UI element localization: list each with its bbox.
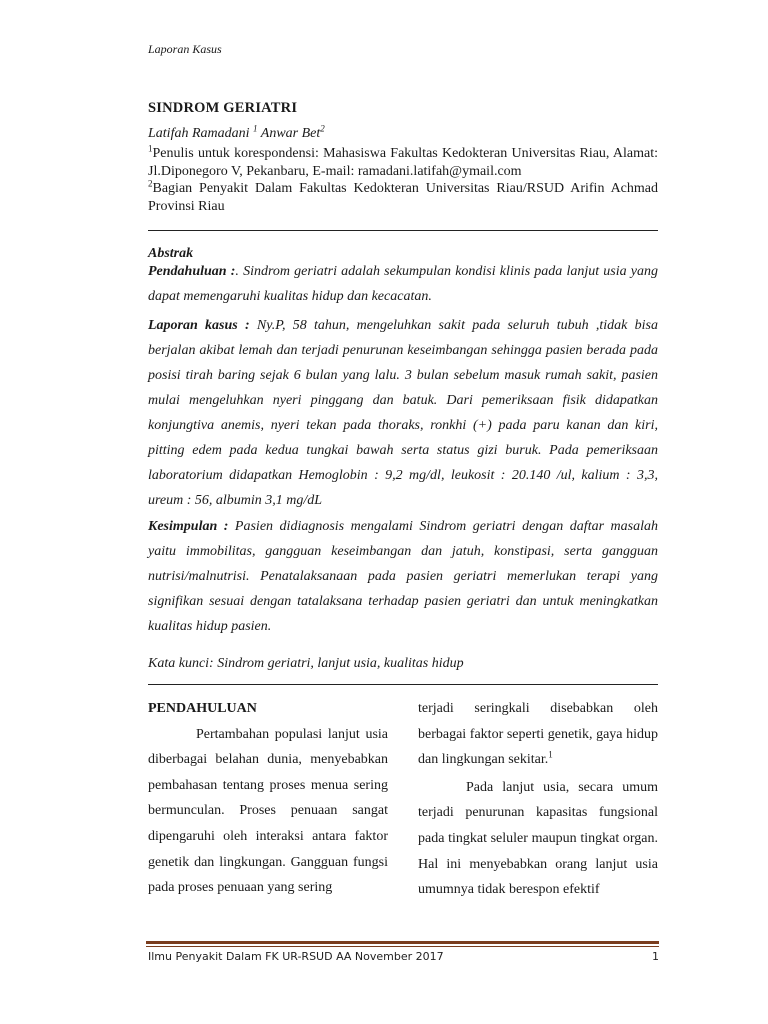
page-number: 1: [652, 950, 659, 963]
article-title: SINDROM GERIATRI: [148, 100, 298, 116]
author-1: Latifah Ramadani: [148, 126, 254, 141]
abstract-laporan: [148, 313, 658, 513]
author-2-marker: 2: [320, 123, 325, 134]
footer-rule-thin: [146, 946, 659, 947]
affiliation-1-marker: 1: [148, 143, 153, 154]
running-header: Laporan Kasus: [148, 42, 222, 56]
affiliation-1: [148, 145, 658, 181]
affiliation-2-marker: 2: [148, 178, 153, 189]
right-paragraph-2: Pada lanjut usia, secara umum terjadi penurunan kapasitas fungsional pada tingkat seluler maupun tingkat organ. Hal ini menyebabkan orang lanjut usia umumnya tidak berespon efektif: [418, 779, 658, 898]
citation-marker: 1: [548, 749, 553, 760]
kesimpulan-label: Kesimpulan :: [148, 519, 229, 534]
right-paragraph-1: [418, 696, 658, 773]
author-1-marker: 1: [253, 123, 258, 134]
affiliation-2-text: Bagian Penyakit Dalam Fakultas Kedokteran Universitas Riau/RSUD Arifin Achmad Provinsi Riau: [148, 181, 658, 214]
keywords: Kata kunci: Sindrom geriatri, lanjut usia, kualitas hidup: [148, 656, 464, 671]
author-2: Anwar Bet: [257, 126, 321, 141]
footer-rule-thick: [146, 941, 659, 944]
kesimpulan-text: Pasien didiagnosis mengalami Sindrom geriatri dengan daftar masalah yaitu immobilitas, gangguan keseimbangan dan jatuh, konstipasi, serta gangguan nutrisi/malnutrisi. Penatalaksanaan pada pasien geriatri memerlukan terapi yang signifikan sesuai dengan tatalaksana terhadap pasien geriatri dan untuk meningkatkan kualitas hidup pasien.: [148, 519, 658, 634]
affiliation-2: [148, 180, 658, 216]
abstract-body: [148, 259, 658, 639]
pendahuluan-label: Pendahuluan :: [148, 264, 236, 279]
right-paragraph-1-text: terjadi seringkali disebabkan oleh berbagai faktor seperti genetik, gaya hidup dan lingkungan sekitar.: [418, 701, 658, 768]
abstract-kesimpulan: [148, 514, 658, 639]
left-paragraph: Pertambahan populasi lanjut usia diberbagai belahan dunia, menyebabkan pembahasan tentang proses menua sering bermunculan. Proses penuaan sangat dipengaruhi oleh interaksi antara faktor genetik dan lingkungan. Gangguan fungsi pada proses penuaan yang sering: [148, 726, 388, 896]
author-line: [148, 123, 325, 142]
affiliation-1-text: Penulis untuk korespondensi: Mahasiswa Fakultas Kedokteran Universitas Riau, Alamat: Jl.Diponegoro V, Pekanbaru, E-mail: ramadani.latifah@ymail.com: [148, 146, 658, 179]
abstract-divider: [148, 684, 658, 685]
laporan-text: Ny.P, 58 tahun, mengeluhkan sakit pada seluruh tubuh ,tidak bisa berjalan akibat lemah dan terjadi penurunan keseimbangan sehingga pasien berada pada posisi tirah baring sejak 6 bulan yang lalu. 3 bulan sebelum masuk rumah sakit, pasien mulai mengeluhkan nyeri pinggang dan batuk. Dari pemeriksaan fisik didapatkan konjungtiva anemis, nyeri tekan pada thoraks, ronkhi (+) pada paru kanan dan kiri, pitting edem pada kedua tungkai bawah serta status gizi buruk. Pada pemeriksaan laboratorium didapatkan Hemoglobin : 9,2 mg/dl, leukosit : 20.140 /ul, kalium : 3,3, ureum : 56, albumin 3,1 mg/dL: [148, 318, 658, 508]
abstract-pendahuluan: [148, 259, 658, 309]
section-title: PENDAHULUAN: [148, 701, 257, 716]
top-divider: [148, 230, 658, 231]
footer-journal: Ilmu Penyakit Dalam FK UR-RSUD AA November 2017: [148, 950, 444, 963]
left-column: [148, 696, 388, 901]
laporan-label: Laporan kasus :: [148, 318, 250, 333]
abstract-heading: Abstrak: [148, 246, 194, 261]
pendahuluan-text: . Sindrom geriatri adalah sekumpulan kondisi klinis pada lanjut usia yang dapat memengaruhi kualitas hidup dan kecacatan.: [148, 264, 659, 304]
right-column: [418, 696, 658, 903]
